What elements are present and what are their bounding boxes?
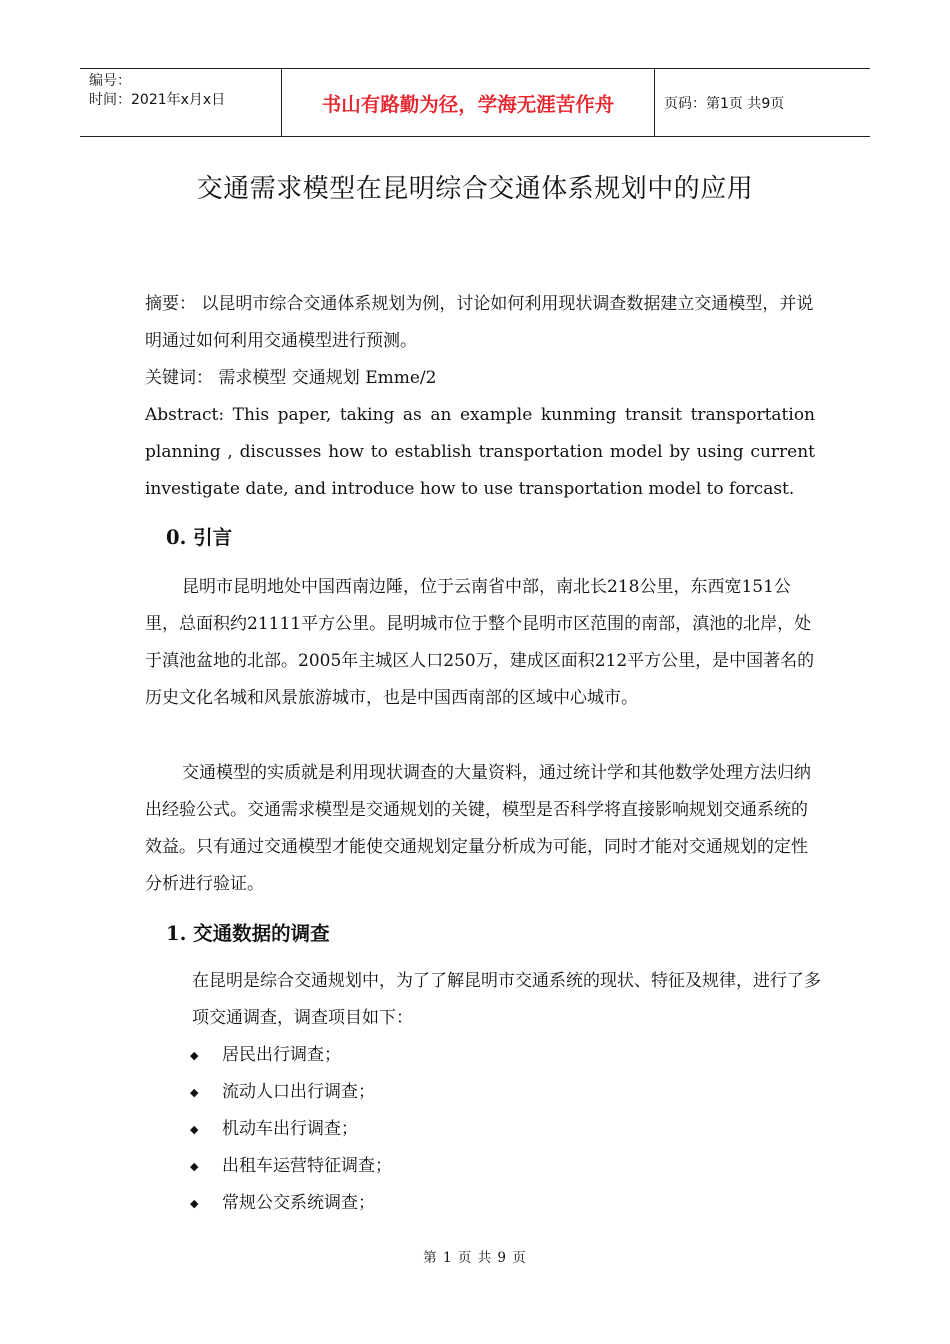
abstract-chinese: 摘要： 以昆明市综合交通体系规划为例，讨论如何利用现状调查数据建立交通模型，并说明通过如何利用交通模型进行预测。 [145, 294, 814, 351]
abstract-english: Abstract: This paper, taking as an example kunming transit transportation planning , discusses how to establish transportation model by using current investigate date, and introduce how to use transportation model to forcast. [145, 405, 815, 499]
list-item: ◆ 出租车运营特征调查； [190, 1148, 392, 1185]
diamond-bullet-icon: ◆ [190, 1123, 199, 1136]
list-item: ◆ 居民出行调查； [190, 1037, 392, 1074]
keywords: 关键词： 需求模型 交通规划 Emme/2 [145, 368, 437, 388]
section-1-heading: 1. 交通数据的调查 [166, 922, 330, 945]
diamond-bullet-icon: ◆ [190, 1049, 199, 1062]
list-item: ◆ 流动人口出行调查； [190, 1074, 392, 1111]
document-time-label: 时间：2021年x月x日 [89, 92, 226, 108]
section-1-intro: 在昆明是综合交通规划中，为了了解昆明市交通系统的现状、特征及规律，进行了多项交通调查，调查项目如下： [192, 971, 821, 1028]
list-item: ◆ 机动车出行调查； [190, 1111, 392, 1148]
page-footer: 第 1 页 共 9 页 [423, 1250, 527, 1266]
diamond-bullet-icon: ◆ [190, 1197, 199, 1210]
section-0-paragraph-1: 昆明市昆明地处中国西南边陲，位于云南省中部，南北长218公里，东西宽151公里，总面积约21111平方公里。昆明城市位于整个昆明市区范围的南部，滇池的北岸，处于滇池盆地的北部。2005年主城区人口250万，建成区面积212平方公里，是中国著名的历史文化名城和风景旅游城市，也是中国西南部的区域中心城市。 [145, 577, 815, 708]
section-0-paragraph-2: 交通模型的实质就是利用现状调查的大量资料，通过统计学和其他数学处理方法归纳出经验公式。交通需求模型是交通规划的关键，模型是否科学将直接影响规划交通系统的效益。只有通过交通模型才能使交通规划定量分析成为可能，同时才能对交通规划的定性分析进行验证。 [145, 763, 811, 894]
header-meta-cell [80, 69, 282, 136]
diamond-bullet-icon: ◆ [190, 1160, 199, 1173]
document-title: 交通需求模型在昆明综合交通体系规划中的应用 [196, 174, 754, 204]
header-table [80, 68, 870, 137]
diamond-bullet-icon: ◆ [190, 1086, 199, 1099]
survey-item-list [190, 1037, 392, 1222]
document-number-label: 编号： [89, 73, 131, 89]
list-item: ◆ 常规公交系统调查； [190, 1185, 392, 1222]
header-page-info: 页码：第1页 共9页 [664, 95, 785, 112]
section-0-heading: 0. 引言 [166, 526, 233, 549]
header-motto: 书山有路勤为径，学海无涯苦作舟 [282, 69, 655, 136]
